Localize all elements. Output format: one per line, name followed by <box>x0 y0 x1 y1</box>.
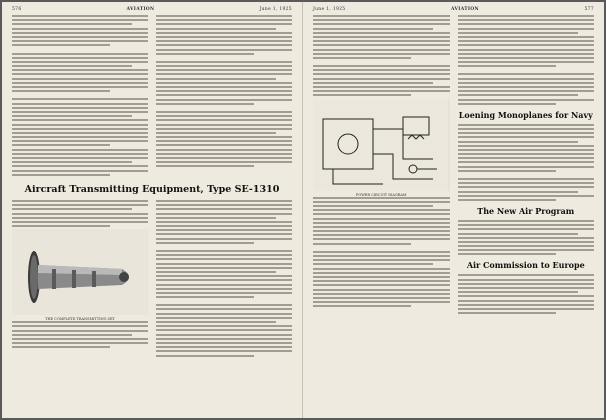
left-bottom-column-2 <box>156 200 292 359</box>
left-column-1 <box>12 15 148 178</box>
section-title-air-commission: Air Commission to Europe <box>466 260 585 271</box>
article-title: Aircraft Transmitting Equipment, Type SE-1310 <box>24 183 280 195</box>
transmitting-set-photo <box>12 229 148 315</box>
section-title-air-program: The New Air Program <box>477 205 575 216</box>
left-bottom-column-1 <box>12 200 148 359</box>
right-page <box>303 2 604 418</box>
transmitting-set-caption: THE COMPLETE TRANSMITTING SET <box>45 317 115 322</box>
left-bottom-columns <box>12 200 292 359</box>
right-column-2 <box>458 15 595 316</box>
magazine-spread <box>2 2 604 418</box>
left-page-date: June 1, 1925 <box>259 7 292 12</box>
left-page <box>2 2 303 418</box>
right-page-number: 577 <box>584 7 594 12</box>
left-top-columns <box>12 15 292 178</box>
section-title-loening: Loening Monoplanes for Navy <box>458 109 593 120</box>
circuit-diagram-caption: POWER CIRCUIT DIAGRAM <box>355 192 407 197</box>
right-page-header <box>313 7 594 12</box>
left-column-2 <box>156 15 292 178</box>
left-page-header <box>12 7 292 12</box>
right-columns <box>313 15 594 316</box>
right-column-1 <box>313 15 450 316</box>
left-journal-title: AVIATION <box>126 7 155 12</box>
right-page-date: June 1, 1925 <box>313 7 346 12</box>
left-page-number: 576 <box>12 7 22 12</box>
circuit-diagram <box>313 99 450 191</box>
right-journal-title: AVIATION <box>451 7 479 12</box>
